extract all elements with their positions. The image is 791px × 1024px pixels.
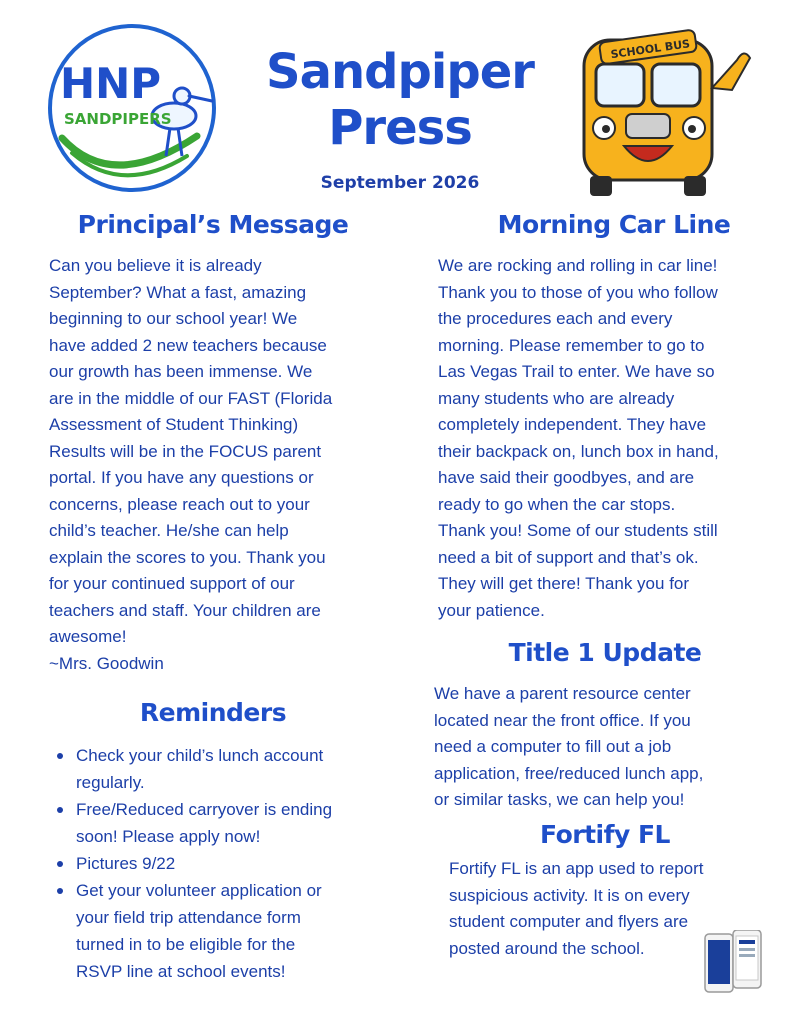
fortify-body: Fortify FL is an app used to report suspicious activity. It is on every student computer and flyers are posted around the school. xyxy=(449,859,704,958)
list-item: Get your volunteer application or your field trip attendance form turned in to be eligible for the RSVP line at school events! xyxy=(76,877,436,985)
title1-body: We have a parent resource center located near the front office. If you need a computer to fill out a job application, free/reduced lunch app, or similar tasks, we can help you! xyxy=(434,684,704,809)
list-item: Check your child’s lunch account regularly. xyxy=(76,742,436,796)
school-bus-illustration xyxy=(572,18,757,203)
car-line-heading: Morning Car Line xyxy=(497,210,731,239)
hnp-sandpipers-logo xyxy=(42,18,222,198)
reminders-list xyxy=(50,742,436,985)
car-line-body: We are rocking and rolling in car line! Thank you to those of you who follow the procedures each and every morning. Please remember to go to Las Vegas Trail to enter. We have so many students who are already completely independent. They have their backpack on, lunch box in hand, have said their goodbyes, and are ready to go when the car stops. Thank you! Some of our students still need a bit of support and that’s ok. They will get there! Thank you for your patience. xyxy=(438,256,719,620)
list-item: Free/Reduced carryover is ending soon! Please apply now! xyxy=(76,796,436,850)
principal-message-body: Can you believe it is already September? What a fast, amazing beginning to our school year! We have added 2 new teachers because our growth has been immense. We are in the middle of our FAST (Florida Assessment of Student Thinking) Results will be in the FOCUS parent portal. If you have any questions or concerns, please reach out to your child’s teacher. He/she can help explain the scores to you. Thank you for your continued support of our teachers and staff. Your children are awesome! ~Mrs. Goodwin xyxy=(49,256,333,673)
title1-heading: Title 1 Update xyxy=(508,638,702,667)
newsletter-title-line1: Sandpiper xyxy=(266,44,534,100)
principal-message-heading: Principal’s Message xyxy=(77,210,349,239)
svg-text:SCHOOL BUS: SCHOOL BUS xyxy=(609,37,691,62)
svg-text:SANDPIPERS: SANDPIPERS xyxy=(64,110,172,128)
issue-date: September 2026 xyxy=(320,173,480,193)
fortify-app-phones-image xyxy=(703,930,765,994)
newsletter-title-line2: Press xyxy=(328,100,472,156)
fortify-heading: Fortify FL xyxy=(540,820,670,849)
svg-text:HNP: HNP xyxy=(60,59,162,108)
list-item: Pictures 9/22 xyxy=(76,850,436,877)
reminders-heading: Reminders xyxy=(139,698,287,727)
